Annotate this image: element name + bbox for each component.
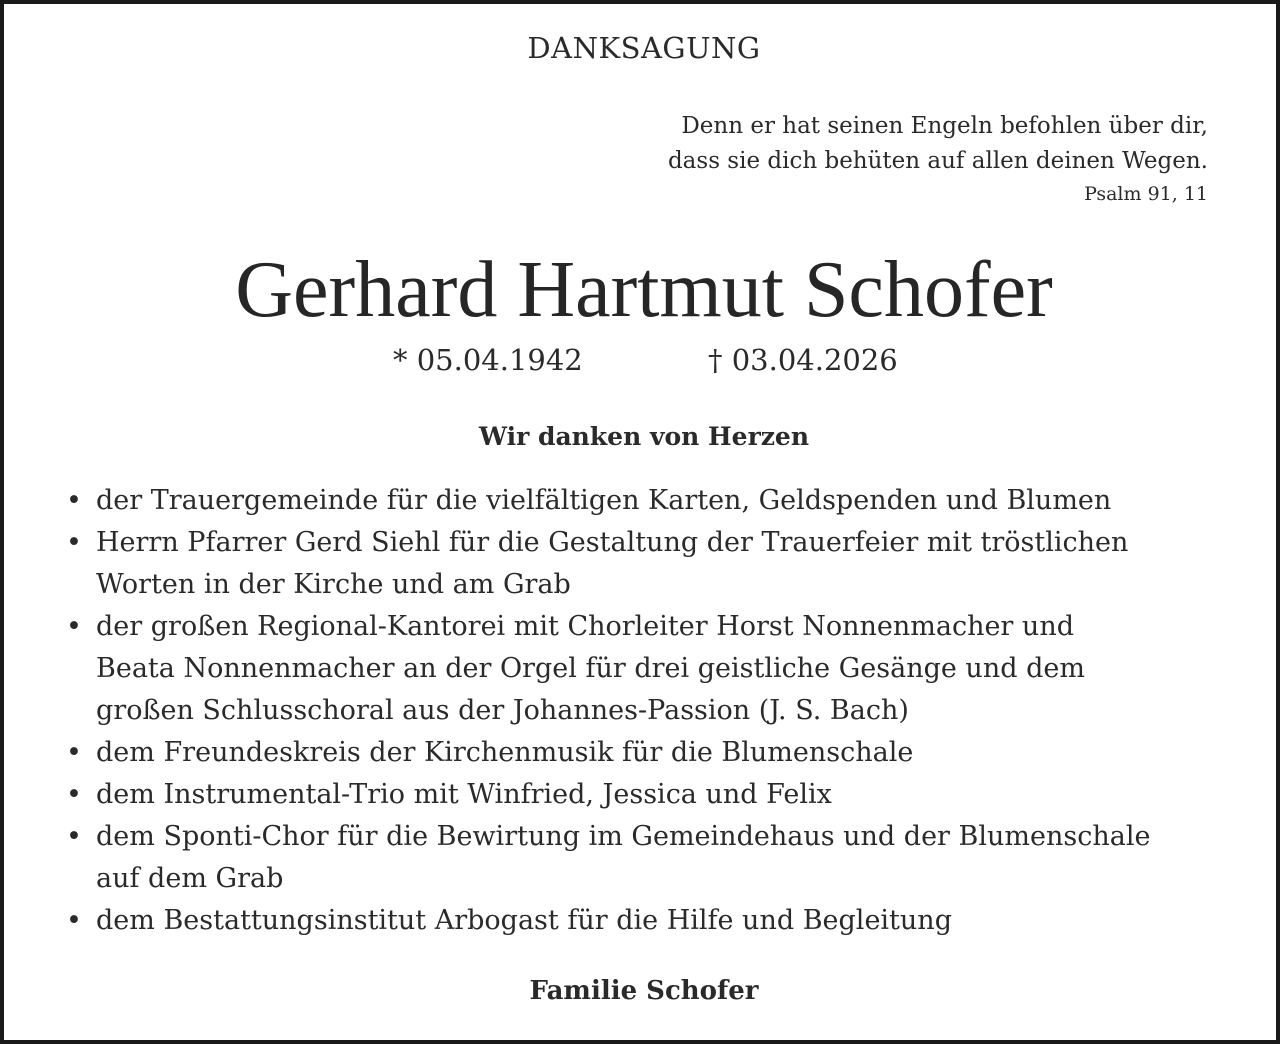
- list-item-line: dem Freundeskreis der Kirchenmusik für die Blumenschale: [96, 737, 914, 768]
- list-item-line: Beata Nonnenmacher an der Orgel für drei geistliche Gesänge und dem: [96, 653, 1085, 684]
- bullet-icon: •: [66, 485, 82, 516]
- list-item: [64, 606, 1224, 732]
- verse-reference: Psalm 91, 11: [1084, 183, 1208, 205]
- deceased-name: Gerhard Hartmut Schofer: [235, 246, 1053, 334]
- list-item-line: großen Schlusschoral aus der Johannes-Passion (J. S. Bach): [96, 695, 909, 726]
- list-item: [64, 522, 1224, 606]
- list-item-line: dem Bestattungsinstitut Arbogast für die Hilfe und Begleitung: [96, 905, 952, 936]
- birth-date: * 05.04.1942: [393, 343, 583, 377]
- list-item-line: der Trauergemeinde für die vielfältigen Karten, Geldspenden und Blumen: [96, 485, 1112, 516]
- bullet-icon: •: [66, 821, 82, 852]
- bullet-icon: •: [66, 737, 82, 768]
- list-item-line: Herrn Pfarrer Gerd Siehl für die Gestaltung der Trauerfeier mit tröstlichen: [96, 527, 1129, 558]
- list-item: [64, 816, 1224, 900]
- list-item-line: dem Sponti-Chor für die Bewirtung im Gemeindehaus und der Blumenschale: [96, 821, 1151, 852]
- bible-verse: [668, 109, 1208, 209]
- notice-heading: DANKSAGUNG: [527, 31, 761, 65]
- signature: Familie Schofer: [529, 976, 759, 1006]
- thanks-title: Wir danken von Herzen: [478, 422, 810, 451]
- verse-line-1: Denn er hat seinen Engeln befohlen über dir,: [681, 113, 1208, 139]
- list-item: [64, 900, 1224, 942]
- list-item-line: der großen Regional-Kantorei mit Chorleiter Horst Nonnenmacher und: [96, 611, 1074, 642]
- list-item-line: auf dem Grab: [96, 863, 284, 894]
- thanks-list: [64, 480, 1224, 942]
- list-item: [64, 480, 1224, 522]
- list-item: [64, 774, 1224, 816]
- list-item-line: dem Instrumental-Trio mit Winfried, Jessica und Felix: [96, 779, 832, 810]
- bullet-icon: •: [66, 611, 82, 642]
- list-item: [64, 732, 1224, 774]
- bullet-icon: •: [66, 905, 82, 936]
- death-date: † 03.04.2026: [708, 343, 898, 377]
- bullet-icon: •: [66, 779, 82, 810]
- bullet-icon: •: [66, 527, 82, 558]
- verse-line-2: dass sie dich behüten auf allen deinen Wegen.: [667, 148, 1208, 174]
- list-item-line: Worten in der Kirche und am Grab: [96, 569, 571, 600]
